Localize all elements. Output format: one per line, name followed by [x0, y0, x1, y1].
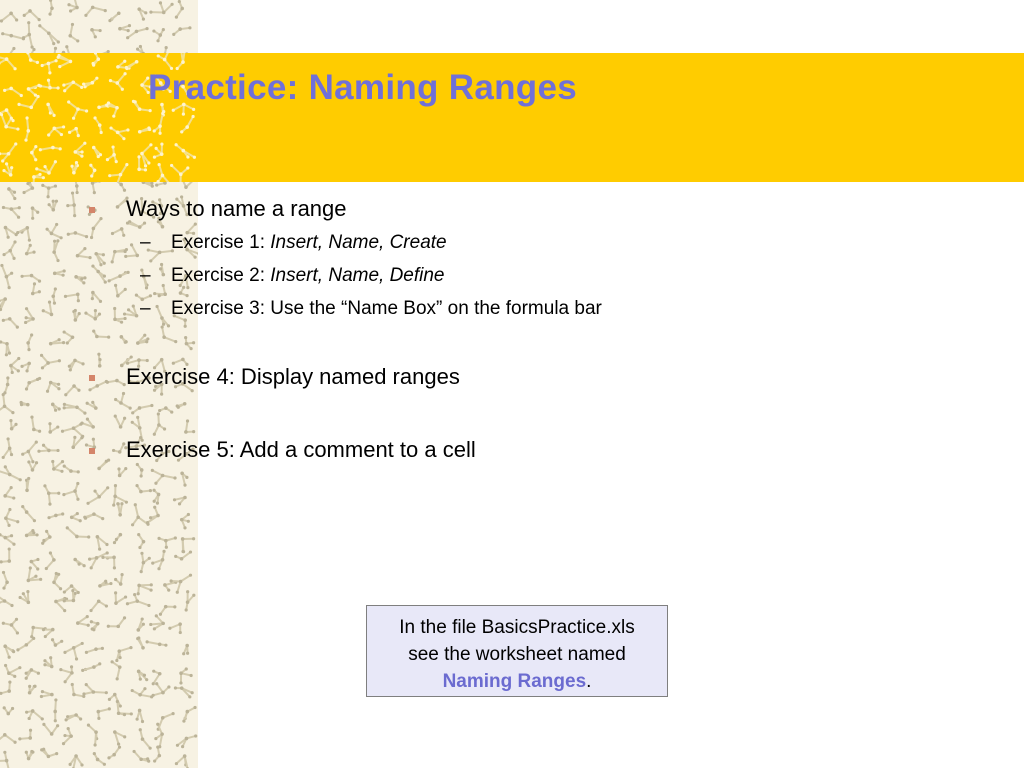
- sub-bullet-prefix: Exercise 3: Use the “Name Box” on the formula bar: [171, 298, 602, 319]
- note-line-1: In the file BasicsPractice.xls: [399, 617, 635, 638]
- menu-path: Insert, Name, Define: [270, 265, 445, 286]
- slide-title: Practice: Naming Ranges: [148, 68, 577, 107]
- sub-bullet-exercise-2: [171, 265, 445, 287]
- menu-path: Insert, Name, Create: [270, 232, 447, 253]
- sub-bullet-exercise-1: [171, 232, 447, 254]
- sub-bullet-exercise-3: [171, 298, 602, 320]
- bullet-marker: [89, 448, 95, 454]
- bullet-marker: [89, 375, 95, 381]
- dash-marker: –: [140, 265, 151, 286]
- bullet-exercise-4: Exercise 4: Display named ranges: [126, 364, 460, 389]
- worksheet-name: Naming Ranges: [442, 671, 587, 692]
- bullet-ways-to-name: Ways to name a range: [126, 196, 347, 221]
- note-line-2: see the worksheet named: [408, 644, 626, 665]
- bullet-marker: [89, 207, 95, 213]
- dash-marker: –: [140, 298, 151, 319]
- bullet-exercise-5: Exercise 5: Add a comment to a cell: [126, 437, 476, 462]
- sub-bullet-prefix: Exercise 1:: [171, 232, 271, 253]
- note-suffix: .: [586, 671, 592, 692]
- dash-marker: –: [140, 232, 151, 253]
- sub-bullet-prefix: Exercise 2:: [171, 265, 271, 286]
- note-line-3: [367, 668, 667, 695]
- note-box: [366, 605, 668, 697]
